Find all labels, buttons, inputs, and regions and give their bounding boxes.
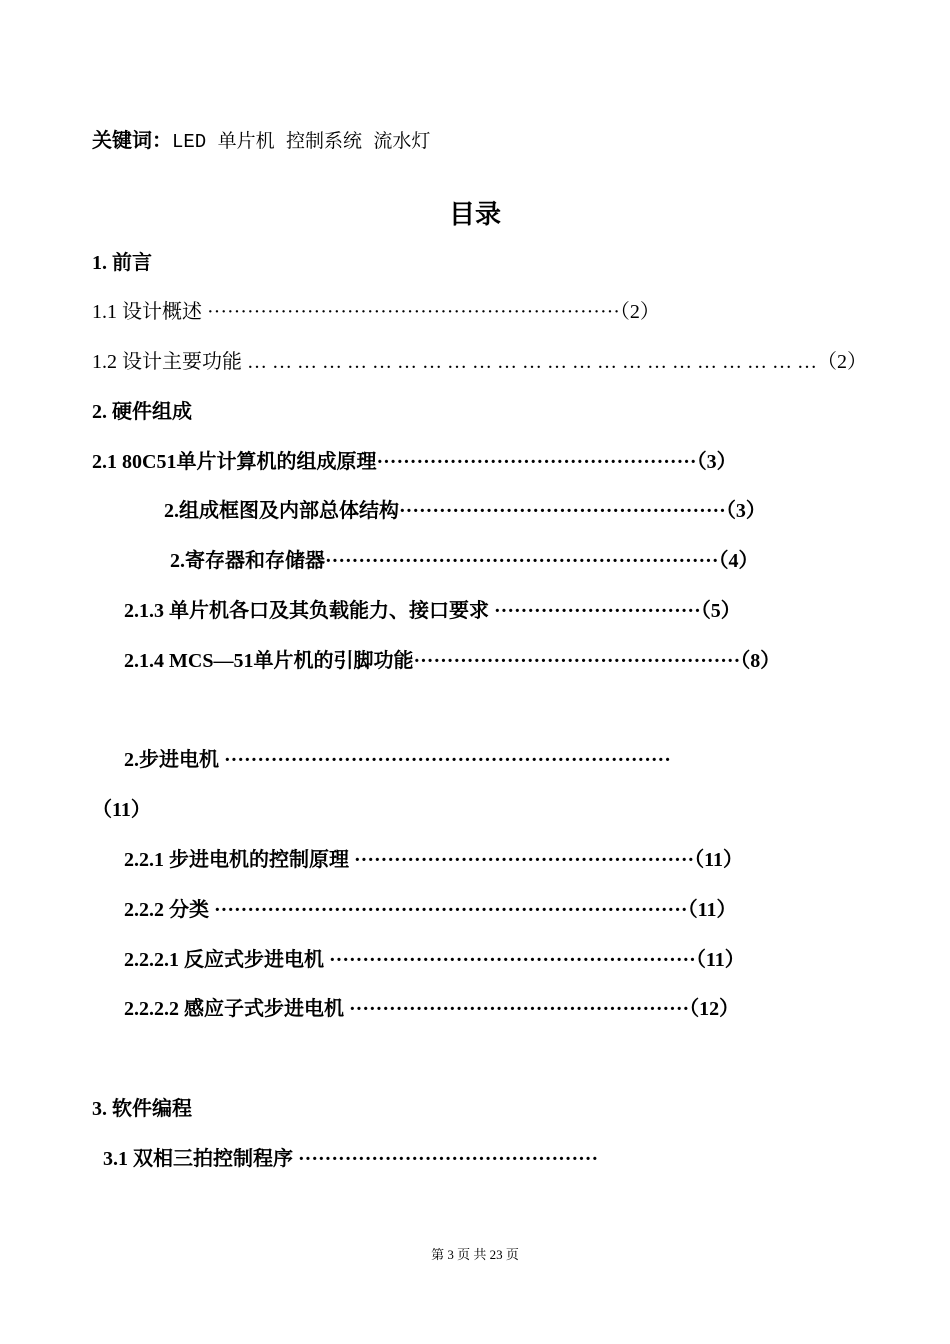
toc-entry: 1.1 设计概述 ······························································（2） <box>92 301 660 323</box>
toc-entry: 2. 硬件组成 <box>92 401 192 423</box>
toc-title: 目录 <box>448 200 501 230</box>
toc-entry: 2.1.4 MCS—51单片机的引脚功能·················································（8） <box>124 650 781 672</box>
toc-entry: 2.寄存器和存储器···························································（4） <box>170 550 759 572</box>
toc-entry: 2.2.1 步进电机的控制原理 ···················································（11） <box>124 849 744 871</box>
toc-entry: 2.2.2.1 反应式步进电机 ·······················································（11） <box>124 949 745 971</box>
toc-entry: 2.2.2.2 感应子式步进电机 ···················································（12） <box>124 998 740 1020</box>
keywords-label: 关键词： <box>92 130 172 152</box>
toc-entry: 1.2 设计主要功能 … … … … … … … … … … … … … … … … … … … … … … …（2） <box>92 351 867 373</box>
toc-entry: （11） <box>92 799 151 821</box>
toc-entry: 2.组成框图及内部总体结构·················································（3） <box>164 500 766 522</box>
toc-entry: 3. 软件编程 <box>92 1098 192 1120</box>
keywords-line <box>92 128 430 155</box>
toc-entry: 2.1.3 单片机各口及其负载能力、接口要求 ·······························（5） <box>124 600 741 622</box>
toc-entry: 2.1 80C51单片计算机的组成原理················································（3） <box>92 451 737 473</box>
toc-entry: 2.2.2 分类 ·······································································（11） <box>124 899 737 921</box>
toc-entry: 3.1 双相三拍控制程序 ············································· <box>103 1148 599 1170</box>
toc-entry: 2.步进电机 ··································································· <box>124 749 671 771</box>
keywords-text: LED 单片机 控制系统 流水灯 <box>172 131 431 153</box>
toc-entry: 1. 前言 <box>92 252 152 274</box>
page-footer: 第 3 页 共 23 页 <box>431 1247 519 1262</box>
